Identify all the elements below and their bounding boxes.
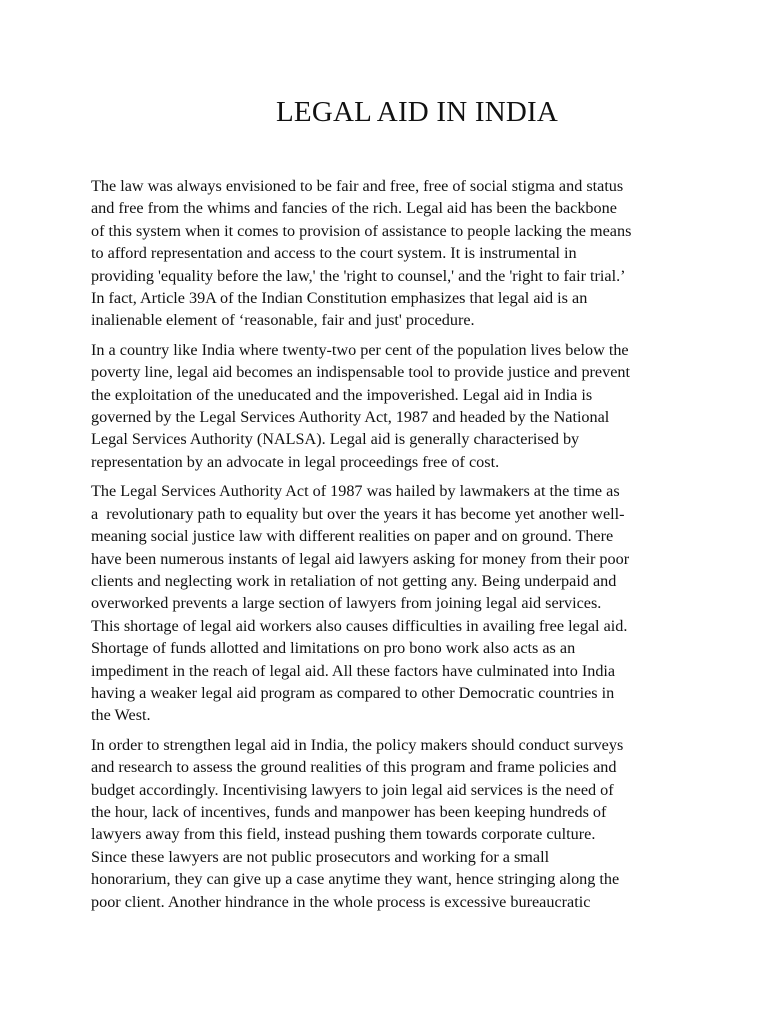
paragraph-2 bbox=[91, 339, 686, 473]
text-line: In order to strengthen legal aid in India, the policy makers should conduct surveys bbox=[91, 735, 624, 754]
text-line: impediment in the reach of legal aid. All these factors have culminated into India bbox=[91, 661, 616, 680]
text-line: honorarium, they can give up a case anytime they want, hence stringing along the bbox=[91, 870, 620, 889]
text-line: representation by an advocate in legal proceedings free of cost. bbox=[91, 452, 500, 471]
text-line: clients and neglecting work in retaliation of not getting any. Being underpaid and bbox=[91, 571, 617, 590]
text-line: budget accordingly. Incentivising lawyers to join legal aid services is the need of bbox=[91, 780, 614, 799]
text-line: poor client. Another hindrance in the whole process is excessive bureaucratic bbox=[91, 892, 591, 911]
text-line: to afford representation and access to the court system. It is instrumental in bbox=[91, 244, 577, 263]
text-line: Since these lawyers are not public prosecutors and working for a small bbox=[91, 847, 550, 866]
text-line: having a weaker legal aid program as compared to other Democratic countries in bbox=[91, 683, 615, 702]
text-line: The Legal Services Authority Act of 1987 was hailed by lawmakers at the time as bbox=[91, 482, 620, 501]
text-line: have been numerous instants of legal aid lawyers asking for money from their poor bbox=[91, 549, 630, 568]
text-line: the West. bbox=[91, 706, 151, 725]
text-line: poverty line, legal aid becomes an indispensable tool to provide justice and prevent bbox=[91, 363, 630, 382]
text-line: In a country like India where twenty-two per cent of the population lives below the bbox=[91, 340, 629, 359]
text-line: The law was always envisioned to be fair and free, free of social stigma and status bbox=[91, 177, 624, 195]
text-line: and research to assess the ground realities of this program and frame policies and bbox=[91, 758, 617, 777]
text-line: lawyers away from this field, instead pushing them towards corporate culture. bbox=[91, 825, 596, 844]
text-line: the exploitation of the uneducated and the impoverished. Legal aid in India is bbox=[91, 385, 593, 404]
text-line: overworked prevents a large section of lawyers from joining legal aid services. bbox=[91, 594, 602, 613]
text-line: providing 'equality before the law,' the 'right to counsel,' and the 'right to fair trial.’ bbox=[91, 266, 626, 285]
text-line: inalienable element of ‘reasonable, fair and just' procedure. bbox=[91, 311, 475, 330]
text-line: and free from the whims and fancies of the rich. Legal aid has been the backbone bbox=[91, 199, 617, 218]
text-line: This shortage of legal aid workers also causes difficulties in availing free legal aid. bbox=[91, 616, 628, 635]
text-line: Shortage of funds allotted and limitations on pro bono work also acts as an bbox=[91, 639, 576, 658]
text-line: meaning social justice law with different realities on paper and on ground. There bbox=[91, 527, 614, 546]
document-body bbox=[91, 175, 686, 920]
text-line: In fact, Article 39A of the Indian Constitution emphasizes that legal aid is an bbox=[91, 289, 588, 308]
paragraph-1 bbox=[91, 175, 686, 332]
text-line: of this system when it comes to provision of assistance to people lacking the means bbox=[91, 221, 632, 240]
text-line: a revolutionary path to equality but over the years it has become yet another well- bbox=[91, 504, 625, 523]
text-line: governed by the Legal Services Authority Act, 1987 and headed by the National bbox=[91, 408, 610, 427]
paragraph-3 bbox=[91, 480, 686, 726]
text-line: the hour, lack of incentives, funds and manpower has been keeping hundreds of bbox=[91, 802, 607, 821]
paragraph-4 bbox=[91, 734, 686, 913]
text-line: Legal Services Authority (NALSA). Legal aid is generally characterised by bbox=[91, 430, 580, 449]
document-title: LEGAL AID IN INDIA bbox=[276, 96, 558, 128]
